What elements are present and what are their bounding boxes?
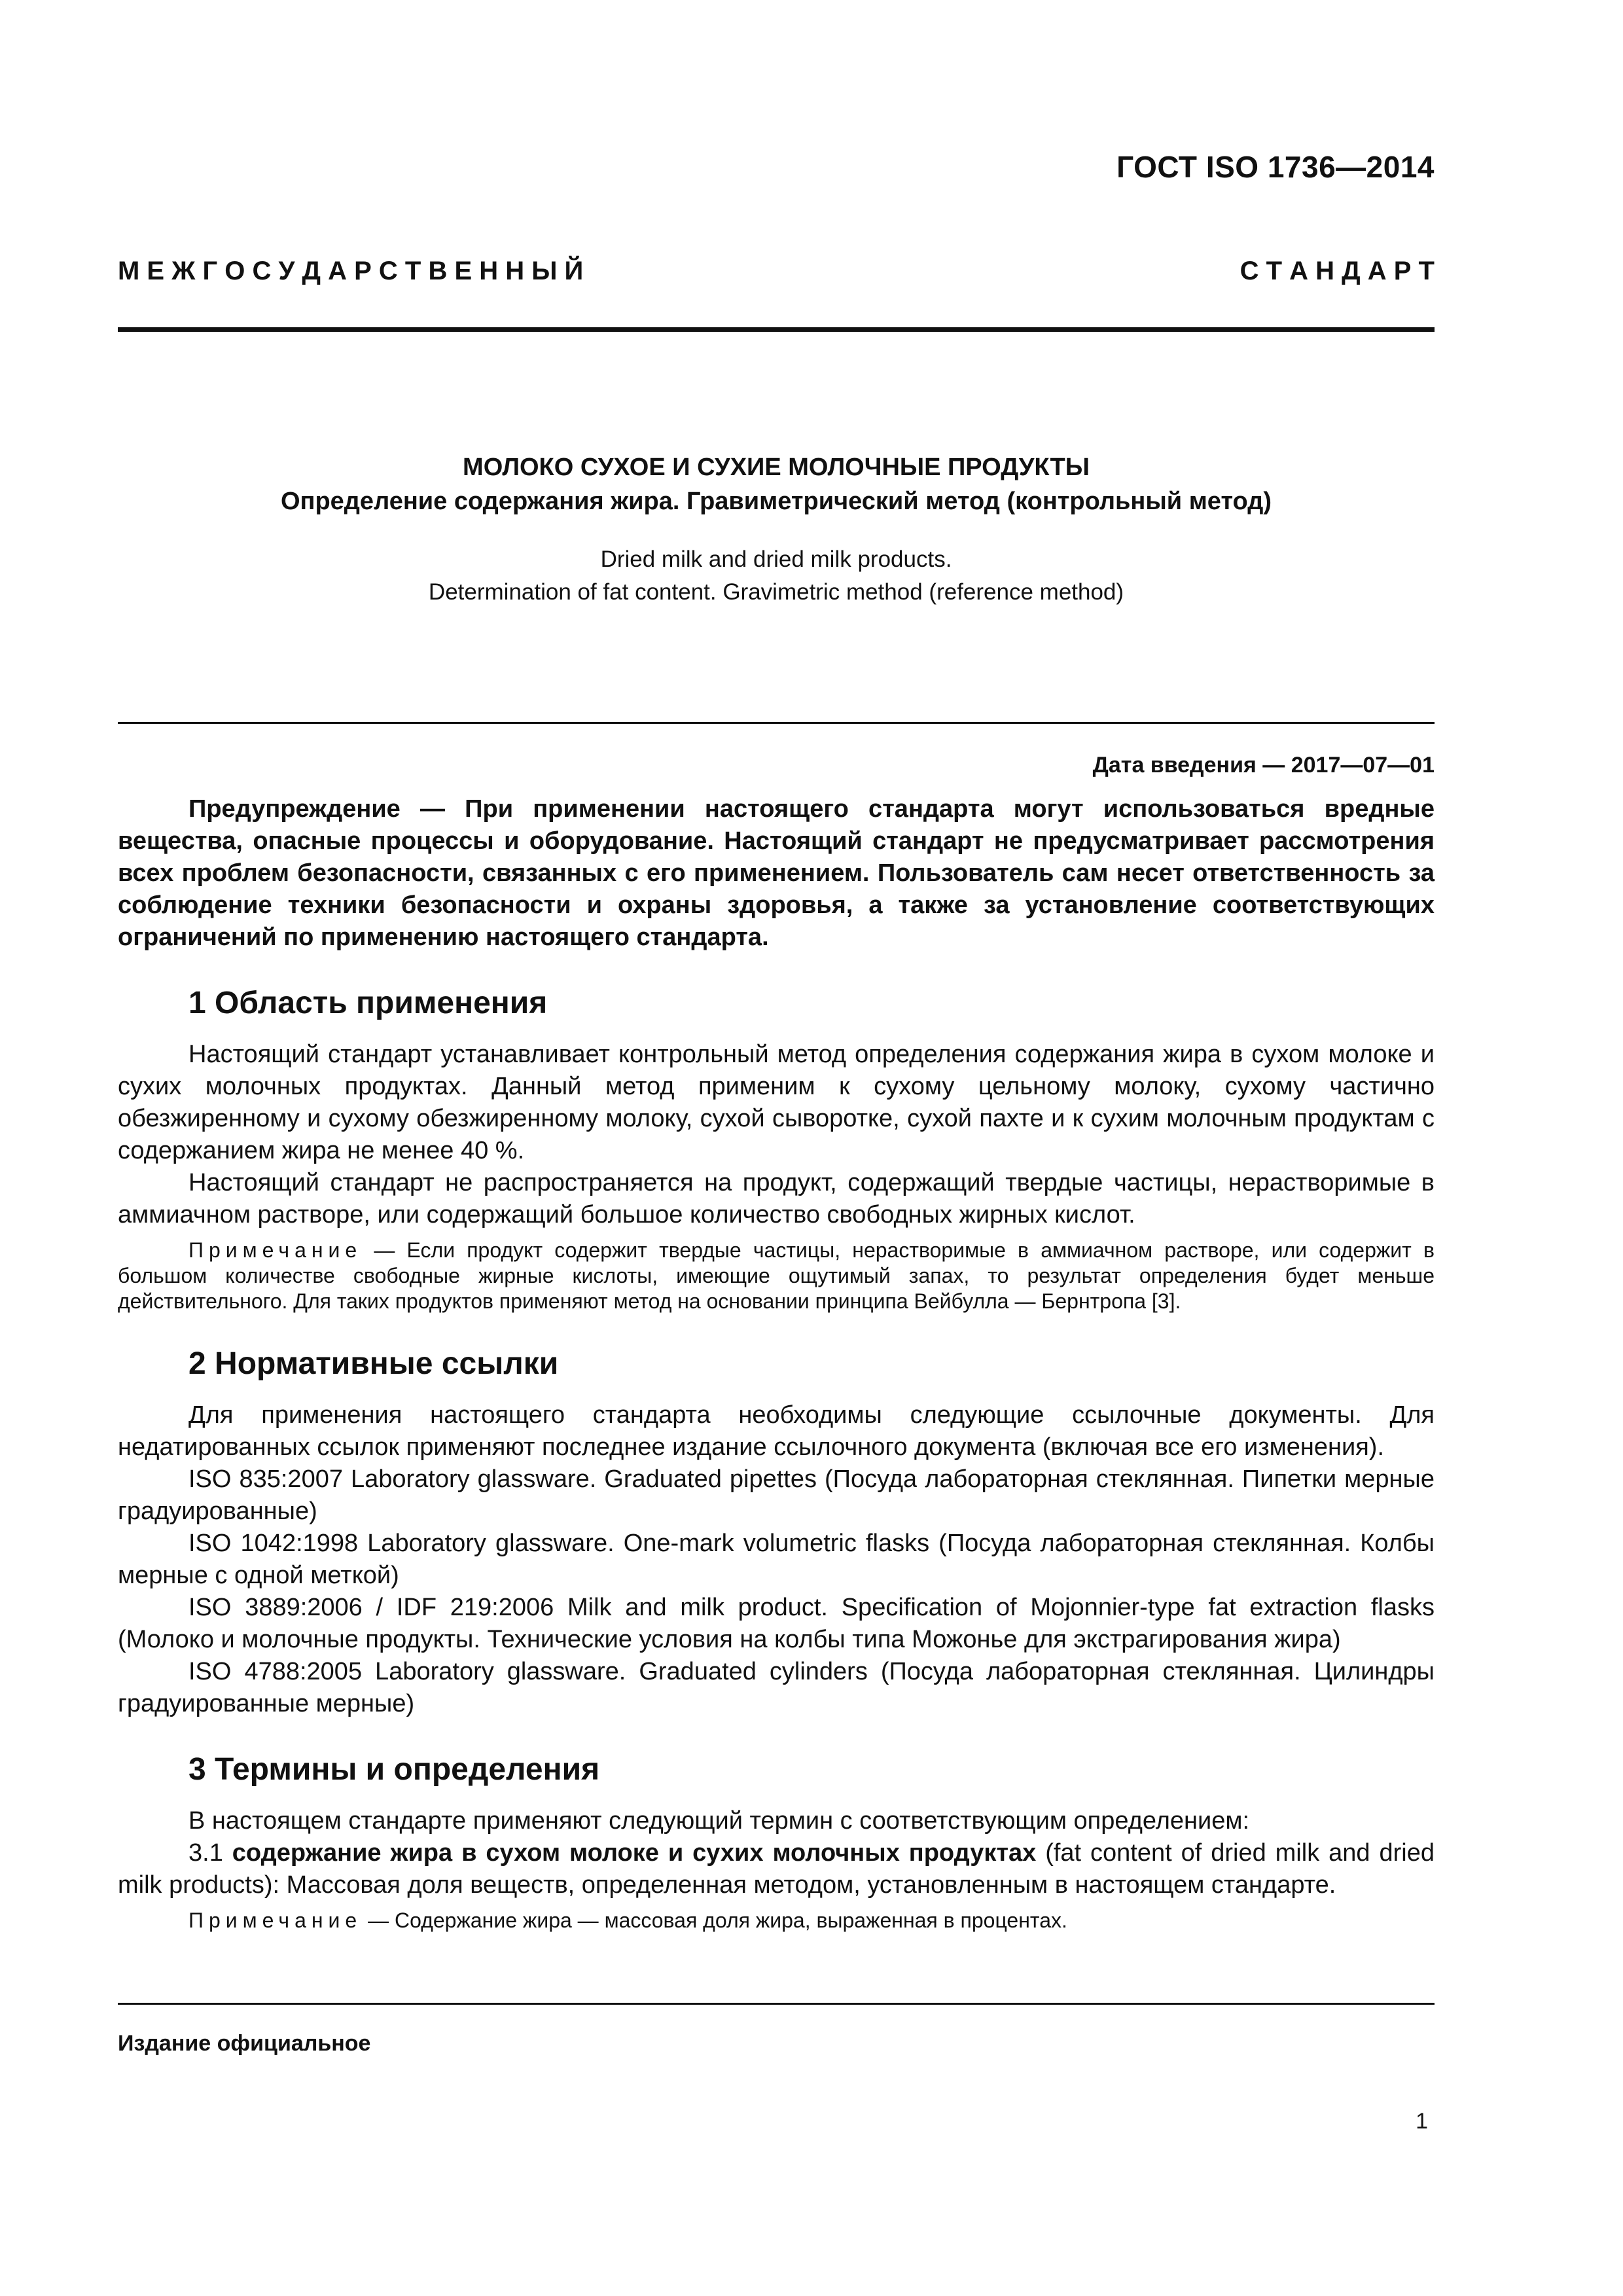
term-number: 3.1 <box>188 1839 232 1867</box>
title-ru-main: МОЛОКО СУХОЕ И СУХИЕ МОЛОЧНЫЕ ПРОДУКТЫ <box>463 454 1090 481</box>
title-en-line1: Dried milk and dried milk products. <box>600 547 952 572</box>
note-text: — Если продукт содержит твердые частицы, нерастворимые в аммиачном растворе, или содержит в большом количестве свободные жирные кислоты, имеющие ощутимый запах, то результат определения будет меньше действительного. Для таких продуктов применяют метод на основании принципа Вейбулла — Бернтропа [3]. <box>118 1238 1435 1313</box>
note-text: — Содержание жира — массовая доля жира, выраженная в процентах. <box>362 1909 1067 1932</box>
standard-type-word1: М Е Ж Г О С У Д А Р С Т В Е Н Н Ы Й <box>118 257 584 285</box>
page-number: 1 <box>1416 2109 1428 2134</box>
section-3-note <box>118 1908 1435 1933</box>
document-page <box>118 0 1435 2296</box>
note-label: Примечание <box>188 1238 363 1262</box>
section-3-heading: 3 Термины и определения <box>188 1752 600 1787</box>
standard-type-word2: С Т А Н Д А Р Т <box>1240 257 1435 285</box>
header-rule <box>118 327 1435 332</box>
title-en <box>118 543 1435 609</box>
document-body <box>118 793 1435 1933</box>
section-3-paragraph-1: В настоящем стандарте применяют следующий термин с соответствующим определением: <box>188 1807 1250 1835</box>
intro-date: Дата введения — 2017—07—01 <box>1092 753 1435 778</box>
reference-iso-1042: ISO 1042:1998 Laboratory glassware. One-mark volumetric flasks (Посуда лабораторная стеклянная. Колбы мерные с одной меткой) <box>118 1530 1435 1589</box>
title-en-line2: Determination of fat content. Gravimetric method (reference method) <box>428 579 1124 605</box>
reference-iso-4788: ISO 4788:2005 Laboratory glassware. Graduated cylinders (Посуда лабораторная стеклянная. Цилиндры градуированные мерные) <box>118 1658 1435 1717</box>
edition-label: Издание официальное <box>118 2031 371 2056</box>
standard-type <box>118 257 1435 286</box>
title-rule <box>118 722 1435 724</box>
section-2-paragraph-1: Для применения настоящего стандарта необходимы следующие ссылочные документы. Для недатированных ссылок применяют последнее издание ссылочного документа (включая все его изменения). <box>118 1401 1435 1461</box>
reference-iso-835: ISO 835:2007 Laboratory glassware. Graduated pipettes (Посуда лабораторная стеклянная. Пипетки мерные градуированные) <box>118 1465 1435 1525</box>
note-label: Примечание <box>188 1909 363 1932</box>
warning-paragraph: Предупреждение — При применении настоящего стандарта могут использоваться вредные вещества, опасные процессы и оборудование. Настоящий стандарт не предусматривает рассмотрения всех проблем безопасности, связанных с его применением. Пользователь сам несет ответственность за соблюдение техники безопасности и охраны здоровья, а также за установление соответствующих ограничений по применению настоящего стандарта. <box>118 795 1435 951</box>
footer-rule <box>118 2003 1435 2005</box>
term-definition-text: (fat content of dried milk and dried milk products): Массовая доля веществ, определенная методом, установленным в настоящем стандарте. <box>118 1839 1435 1899</box>
section-2-heading: 2 Нормативные ссылки <box>188 1346 559 1381</box>
term-definition <box>118 1837 1435 1901</box>
section-1-paragraph-2: Настоящий стандарт не распространяется на продукт, содержащий твердые частицы, нерастворимые в аммиачном растворе, или содержащий большое количество свободных жирных кислот. <box>118 1169 1435 1229</box>
title-block <box>118 450 1435 609</box>
section-1-note <box>118 1238 1435 1314</box>
section-1-heading: 1 Область применения <box>188 986 548 1020</box>
section-1-paragraph-1: Настоящий стандарт устанавливает контрольный метод определения содержания жира в сухом молоке и сухих молочных продуктах. Данный метод применим к сухому цельному молоку, сухому частично обезжиренному и сухому обезжиренному молоку, сухой сыворотке, сухой пахте и к сухим молочным продуктам с содержанием жира не менее 40 %. <box>118 1041 1435 1164</box>
reference-iso-3889: ISO 3889:2006 / IDF 219:2006 Milk and milk product. Specification of Mojonnier-type fat extraction flasks (Молоко и молочные продукты. Технические условия на колбы типа Можонье для экстрагирования жира) <box>118 1594 1435 1653</box>
gost-code: ГОСТ ISO 1736—2014 <box>1116 150 1435 184</box>
term-name: содержание жира в сухом молоке и сухих молочных продуктах <box>232 1839 1037 1867</box>
title-ru-sub: Определение содержания жира. Гравиметрический метод (контрольный метод) <box>280 488 1272 515</box>
